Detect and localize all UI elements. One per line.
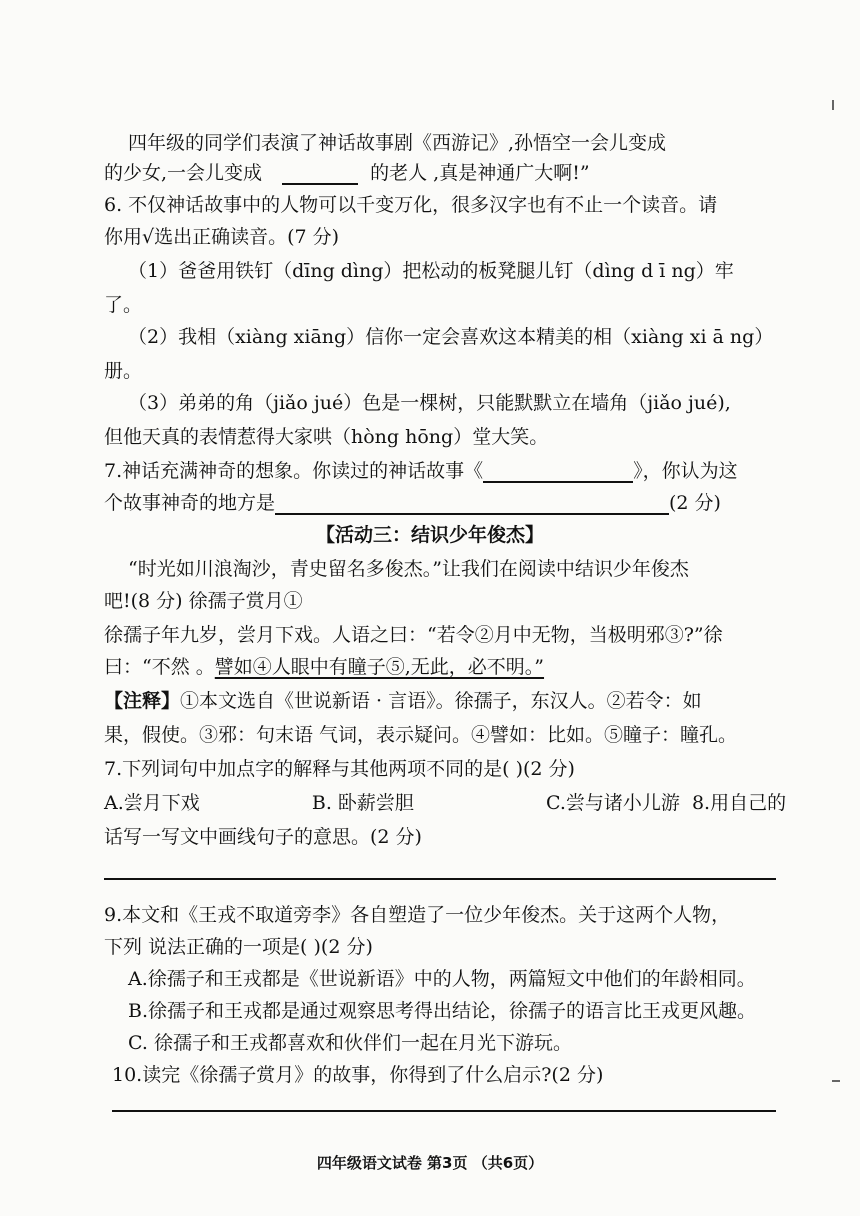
q7-line-2-a: 个故事神奇的地方是 <box>104 492 276 514</box>
q6-line-2: 你用√选出正确读音。(7 分) <box>104 226 340 248</box>
option-c[interactable]: C.尝与诸小儿游 <box>546 792 680 814</box>
q6-item-3: （3）弟弟的角（jiǎo jué）色是一棵树，只能默默立在墙角（jiǎo jué), <box>128 392 731 414</box>
passage-line-2-a: 曰：“不然 。 <box>104 656 215 678</box>
story-line-2-b: 的老人 ,真是神通广大啊!” <box>370 162 590 184</box>
notes-line-1 <box>104 686 784 716</box>
story-line-2-a: 的少女,一会儿变成 <box>104 162 263 184</box>
activity-intro-1: “时光如川浪淘沙，青史留名多俊杰。”让我们在阅读中结识少年俊杰 <box>128 558 689 580</box>
q8-line-2: 话写一写文中画线句子的意思。(2 分) <box>104 826 422 848</box>
q6-item-1: （1）爸爸用铁钉（dīng dìng）把松动的板凳腿儿钉（dìng d ī ng）牢 <box>128 260 734 282</box>
q6-line-1: 6. 不仅神话故事中的人物可以千变万化，很多汉字也有不止一个读音。请 <box>104 194 718 216</box>
myth-title-blank[interactable] <box>483 459 633 483</box>
q9-option-a[interactable]: A.徐孺子和王戎都是《世说新语》中的人物，两篇短文中他们的年龄相同。 <box>128 968 756 990</box>
story-line-2 <box>104 158 784 188</box>
q9-option-c[interactable]: C. 徐孺子和王戎都喜欢和伙伴们一起在月光下游玩。 <box>128 1032 572 1054</box>
scan-mark <box>832 1080 840 1082</box>
answer-blank[interactable] <box>282 161 358 185</box>
q7b-line: 7.下列词句中加点字的解释与其他两项不同的是( )(2 分) <box>104 758 575 780</box>
story-line-1: 四年级的同学们表演了神话故事剧《西游记》,孙悟空一会儿变成 <box>128 132 667 154</box>
q7b-options <box>104 788 787 818</box>
activity-title: 【活动三：结识少年俊杰】 <box>315 524 544 546</box>
q7-open-bracket: 《 <box>464 460 484 482</box>
q9-line-2: 下列 说法正确的一项是( )(2 分) <box>104 936 373 958</box>
q7-close-bracket: 》 <box>633 460 643 482</box>
underlined-sentence: 譬如④人眼中有瞳子⑤,无此，必不明。” <box>214 656 545 678</box>
notes-text-1: ①本文选自《世说新语 · 言语》。徐孺子，东汉人。②若令：如 <box>180 690 702 712</box>
q7-line-2-b: (2 分) <box>669 492 721 514</box>
page-footer: 四年级语文试卷 第3页 （共6页） <box>316 1154 544 1172</box>
q8-answer-line[interactable] <box>104 878 776 880</box>
q6-item-1-cont: 了。 <box>104 294 143 316</box>
passage-line-1: 徐孺子年九岁，尝月下戏。人语之曰：“若令②月中无物，当极明邪③?”徐 <box>104 624 723 646</box>
activity-intro-2: 吧!(8 分) 徐孺子赏月① <box>104 590 303 612</box>
option-a[interactable]: A.尝月下戏 <box>104 792 200 814</box>
passage-line-2 <box>104 652 784 682</box>
q7-line-1-b: ，你认为这 <box>642 460 738 482</box>
option-b[interactable]: B. 卧薪尝胆 <box>311 792 414 814</box>
q6-item-2-cont: 册。 <box>104 360 143 382</box>
q9-line-1: 9.本文和《王戎不取道旁李》各自塑造了一位少年俊杰。关于这两个人物， <box>104 904 731 926</box>
q7-line-2 <box>104 488 784 518</box>
q10-line: 10.读完《徐孺子赏月》的故事，你得到了什么启示?(2 分) <box>112 1064 604 1086</box>
notes-line-2: 果，假使。③邪：句末语 气词，表示疑问。④譬如：比如。⑤瞳子：瞳孔。 <box>104 724 738 746</box>
magic-place-blank[interactable] <box>275 491 669 515</box>
q6-item-3-cont: 但他天真的表情惹得大家哄（hòng hōng）堂大笑。 <box>104 426 549 448</box>
q10-answer-line[interactable] <box>112 1110 776 1112</box>
scan-mark <box>832 100 834 110</box>
q7-line-1-a: 7.神话充满神奇的想象。你读过的神话故事 <box>104 460 465 482</box>
q8-line-1: 8.用自己的 <box>691 792 787 814</box>
q7-line-1 <box>104 456 784 486</box>
notes-label: 【注释】 <box>104 690 181 712</box>
q9-option-b[interactable]: B.徐孺子和王戎都是通过观察思考得出结论，徐孺子的语言比王戎更风趣。 <box>128 1000 757 1022</box>
q6-item-2: （2）我相（xiàng xiāng）信你一定会喜欢这本精美的相（xiàng xi ā ng） <box>128 326 774 348</box>
